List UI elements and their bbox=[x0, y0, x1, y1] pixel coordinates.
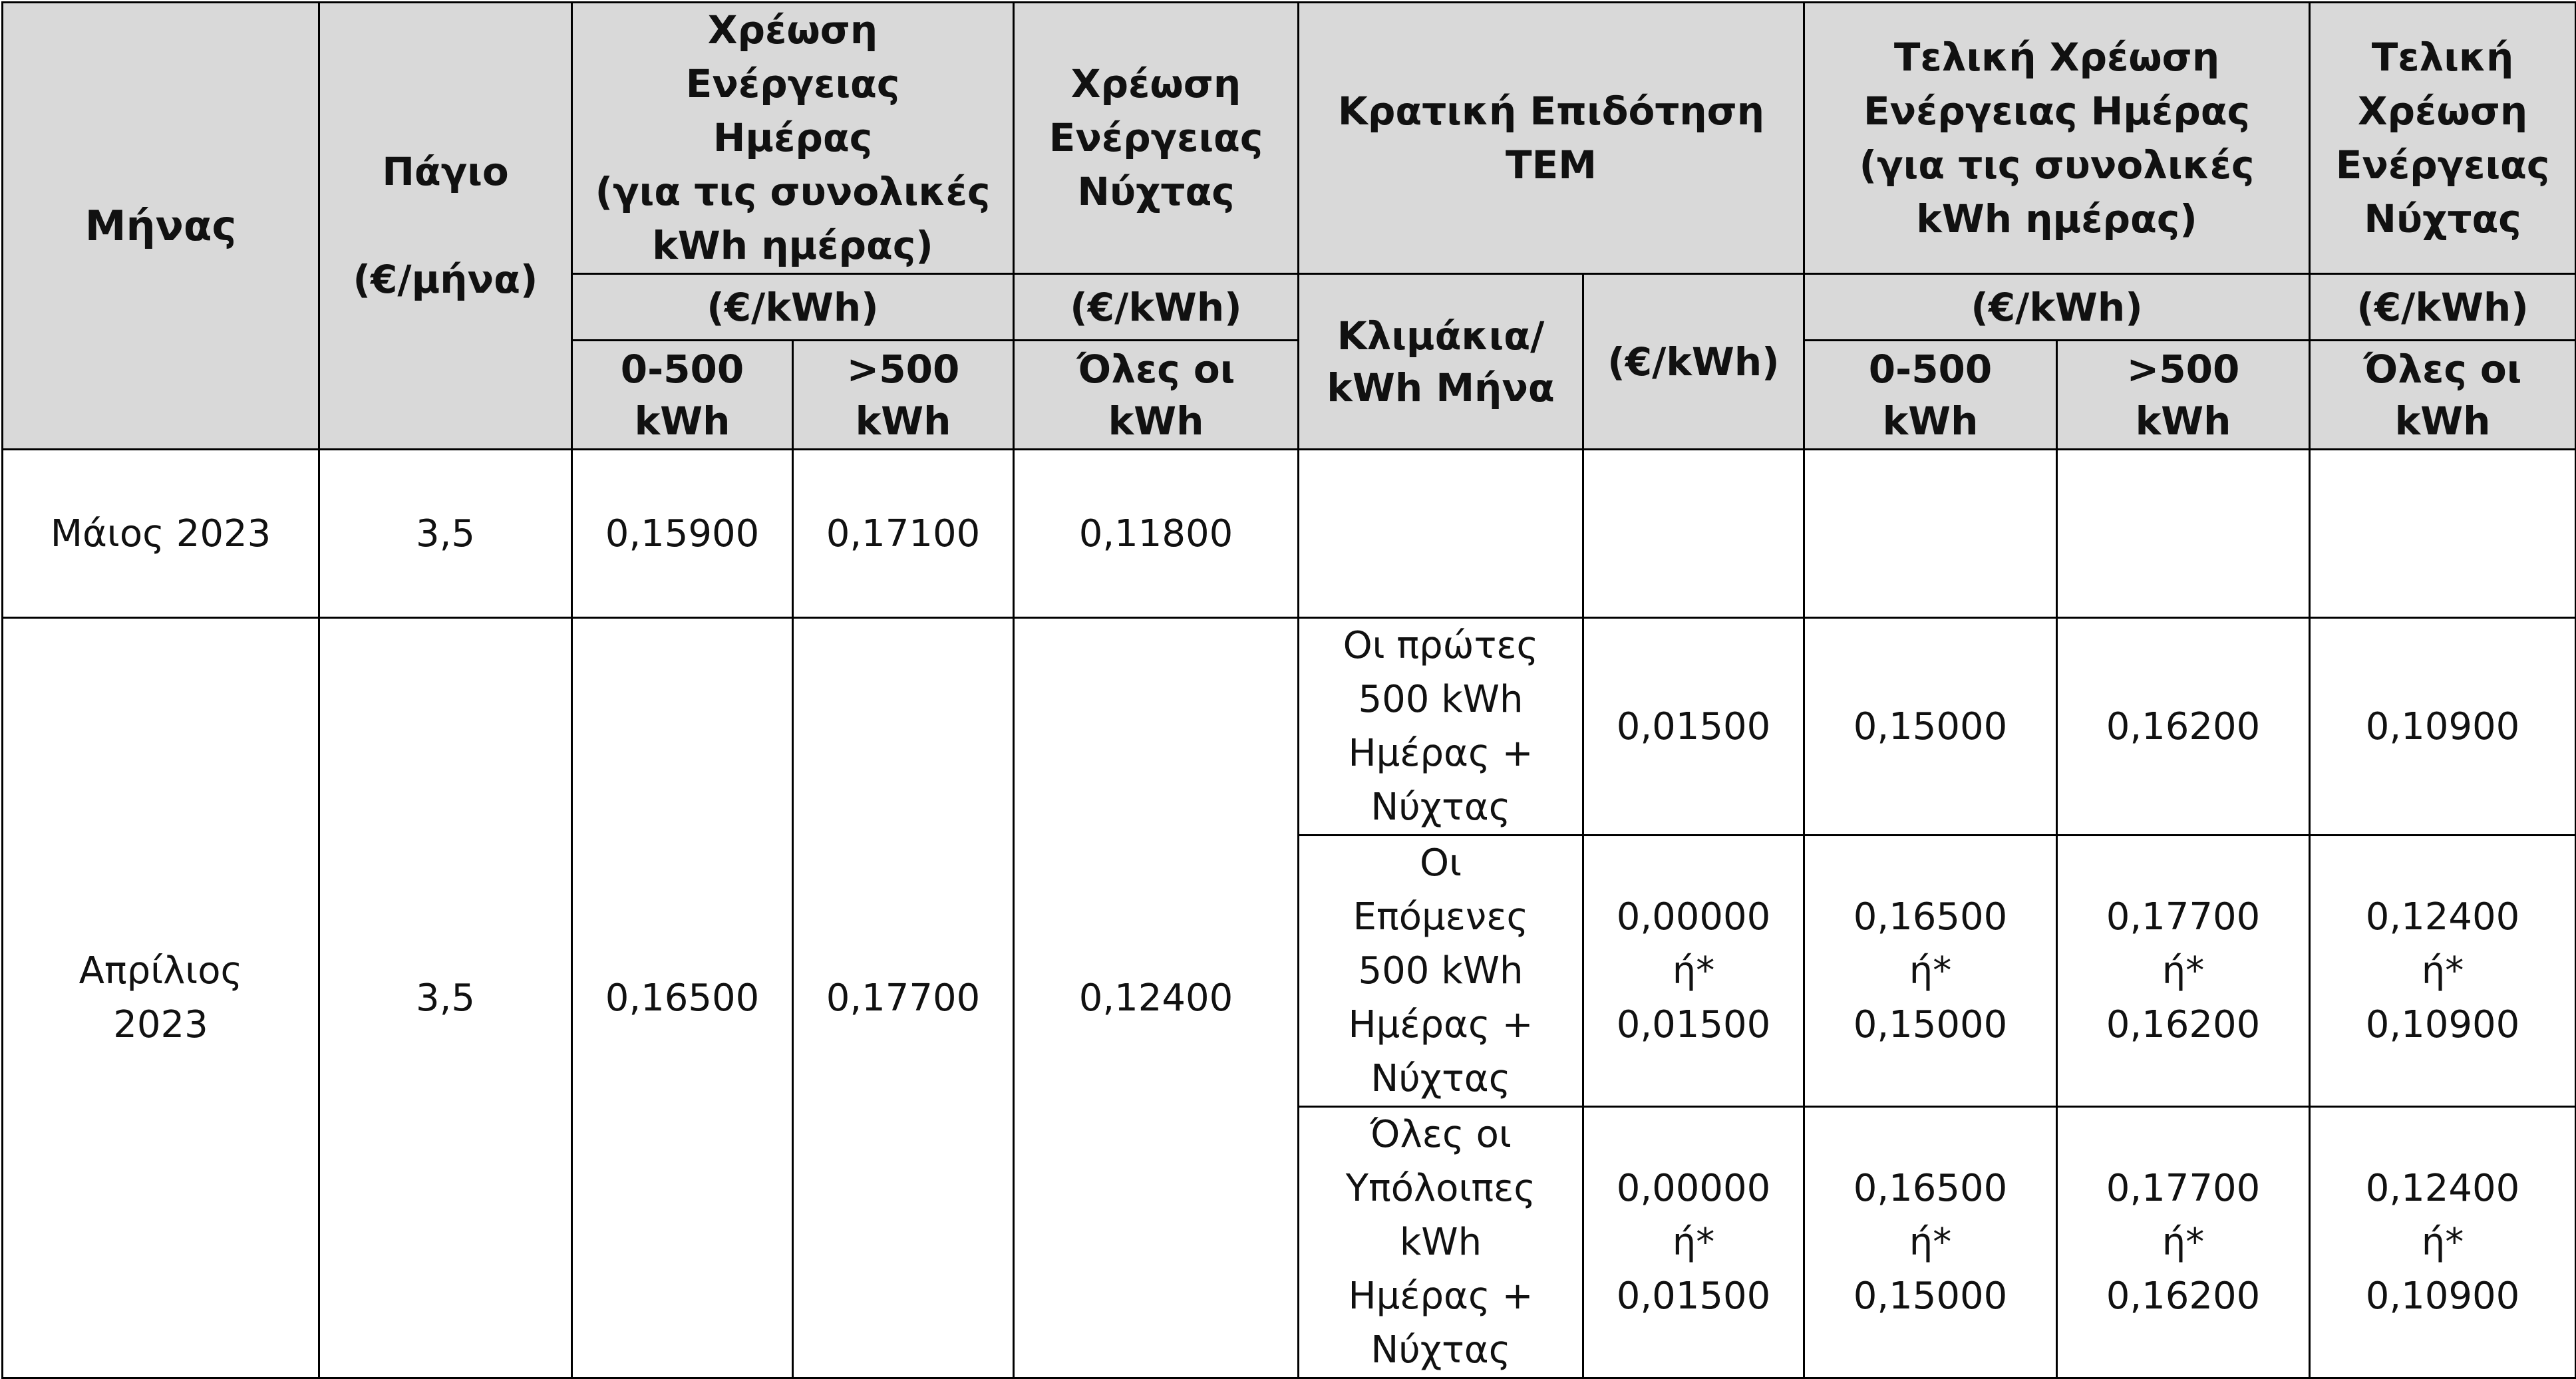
cell-final-high: 0,16200 bbox=[2057, 618, 2310, 836]
cell-value-line: 0,10900 bbox=[2365, 1003, 2520, 1046]
header-final-day-line: Τελική Χρέωση bbox=[1893, 34, 2220, 80]
cell-tier-label-line: 500 kWh bbox=[1358, 949, 1524, 993]
header-final-night-line: Χρέωση bbox=[2357, 88, 2528, 134]
cell-value-line: 0,16500 bbox=[1853, 1167, 2008, 1210]
header-tier-high-line: kWh bbox=[2135, 398, 2231, 444]
cell-subsidy bbox=[1583, 836, 1804, 1107]
cell-value-line: 0,12400 bbox=[2365, 1167, 2520, 1210]
header-day-energy-line: (για τις συνολικές bbox=[595, 169, 991, 214]
cell-tier-label-line: Νύχτας bbox=[1370, 1057, 1511, 1100]
header-night-energy-line: Νύχτας bbox=[1077, 169, 1235, 214]
cell-tier-empty bbox=[1299, 450, 1583, 618]
header-month bbox=[3, 3, 319, 450]
cell-fixed: 3,5 bbox=[319, 450, 572, 618]
cell-final-high bbox=[2057, 1107, 2310, 1378]
header-final-night-line: Ενέργειας bbox=[2335, 142, 2550, 188]
cell-tier-label-line: Νύχτας bbox=[1370, 786, 1511, 829]
header-tier-low-line: 0-500 bbox=[1868, 346, 1993, 392]
header-night-energy-line: Χρέωση bbox=[1070, 61, 1241, 106]
header-tier-low-line: kWh bbox=[1882, 398, 1979, 444]
cell-tier-label-line: Ημέρας + bbox=[1348, 732, 1533, 775]
cell-tier-label-line: Όλες οι bbox=[1370, 1113, 1512, 1156]
header-night-energy-line: Ενέργειας bbox=[1048, 115, 1263, 160]
cell-final-low bbox=[1804, 1107, 2057, 1378]
header-all-kwh-line: kWh bbox=[2394, 398, 2491, 444]
cell-tier-label bbox=[1299, 1107, 1583, 1378]
cell-day-low: 0,16500 bbox=[572, 618, 793, 1378]
tariff-table bbox=[1, 1, 2576, 1379]
header-tier-high-line: kWh bbox=[855, 398, 951, 444]
header-final-night bbox=[2310, 3, 2576, 274]
cell-final-high bbox=[2057, 836, 2310, 1107]
cell-value-line: ή* bbox=[1672, 1221, 1715, 1264]
cell-month: Μάιος 2023 bbox=[3, 450, 319, 618]
header-night-all bbox=[1014, 341, 1299, 450]
header-tier-high-line: >500 bbox=[2126, 346, 2240, 392]
cell-tier-label bbox=[1299, 618, 1583, 836]
header-tier-low-line: kWh bbox=[634, 398, 730, 444]
header-subsidy-unit: (€/kWh) bbox=[1583, 274, 1804, 450]
cell-month-line: Απρίλιος bbox=[79, 949, 243, 993]
header-final-day-line: kWh ημέρας) bbox=[1916, 196, 2197, 241]
cell-subsidy bbox=[1583, 1107, 1804, 1378]
cell-value-line: 0,15000 bbox=[1853, 1275, 2008, 1318]
cell-value-line: ή* bbox=[1909, 1221, 1952, 1264]
header-day-energy-line: Ενέργειας bbox=[685, 61, 900, 106]
cell-tier-label-line: Νύχτας bbox=[1370, 1328, 1511, 1372]
cell-value-line: 0,17700 bbox=[2106, 895, 2261, 939]
header-final-day-tier-low bbox=[1804, 341, 2057, 450]
cell-tier-label-line: Οι bbox=[1419, 842, 1462, 885]
cell-final-night-empty bbox=[2310, 450, 2576, 618]
cell-value-line: ή* bbox=[1909, 949, 1952, 993]
header-day-unit: (€/kWh) bbox=[572, 274, 1014, 341]
header-row-titles bbox=[3, 3, 2576, 274]
cell-final-low: 0,15000 bbox=[1804, 618, 2057, 836]
header-subsidy-line: Κρατική Επιδότηση bbox=[1337, 88, 1765, 134]
cell-final-night bbox=[2310, 836, 2576, 1107]
cell-fixed: 3,5 bbox=[319, 618, 572, 1378]
table-row-may-2023 bbox=[3, 450, 2576, 618]
cell-tier-label-line: Ημέρας + bbox=[1348, 1003, 1533, 1046]
header-final-day-line: (για τις συνολικές bbox=[1859, 142, 2255, 188]
header-all-kwh-line: Όλες οι bbox=[2363, 346, 2522, 392]
cell-subsidy-empty bbox=[1583, 450, 1804, 618]
header-fixed-charge-title: Πάγιο bbox=[382, 149, 509, 194]
header-day-energy-line: Ημέρας bbox=[713, 115, 873, 160]
header-tier-high-line: >500 bbox=[846, 346, 960, 392]
cell-value-line: 0,12400 bbox=[2365, 895, 2520, 939]
cell-tier-label-line: Υπόλοιπες bbox=[1345, 1167, 1536, 1210]
cell-value-line: 0,10900 bbox=[2365, 1275, 2520, 1318]
header-final-day-tier-high bbox=[2057, 341, 2310, 450]
cell-value-line: 0,01500 bbox=[1616, 1275, 1771, 1318]
header-tier-low-line: 0-500 bbox=[620, 346, 744, 392]
cell-tier-label-line: Ημέρας + bbox=[1348, 1275, 1533, 1318]
cell-day-high: 0,17100 bbox=[793, 450, 1014, 618]
cell-tier-label-line: Οι πρώτες bbox=[1343, 624, 1539, 667]
header-day-energy-line: Χρέωση bbox=[707, 7, 878, 53]
cell-final-night bbox=[2310, 1107, 2576, 1378]
cell-night: 0,11800 bbox=[1014, 450, 1299, 618]
cell-night: 0,12400 bbox=[1014, 618, 1299, 1378]
header-final-day-line: Ενέργειας Ημέρας bbox=[1863, 88, 2251, 134]
cell-month-line: 2023 bbox=[113, 1003, 208, 1046]
cell-final-high-empty bbox=[2057, 450, 2310, 618]
header-day-tier-low bbox=[572, 341, 793, 450]
header-final-night-all bbox=[2310, 341, 2576, 450]
cell-subsidy: 0,01500 bbox=[1583, 618, 1804, 836]
header-all-kwh-line: Όλες οι bbox=[1076, 346, 1235, 392]
header-all-kwh-line: kWh bbox=[1108, 398, 1204, 444]
header-month-label: Μήνας bbox=[84, 202, 237, 250]
cell-tier-label-line: Επόμενες bbox=[1353, 895, 1529, 939]
header-tier-label-line: Κλιμάκια/ bbox=[1337, 313, 1545, 359]
cell-value-line: ή* bbox=[2421, 1221, 2464, 1264]
header-final-day-unit: (€/kWh) bbox=[1804, 274, 2310, 341]
header-fixed-charge-unit: (€/μήνα) bbox=[353, 257, 538, 302]
header-subsidy-line: ΤΕΜ bbox=[1506, 142, 1597, 188]
cell-day-high: 0,17700 bbox=[793, 618, 1014, 1378]
header-final-night-line: Νύχτας bbox=[2364, 196, 2521, 241]
header-final-night-unit: (€/kWh) bbox=[2310, 274, 2576, 341]
header-final-night-line: Τελική bbox=[2371, 34, 2514, 80]
cell-final-low-empty bbox=[1804, 450, 2057, 618]
cell-value-line: ή* bbox=[2162, 949, 2205, 993]
header-tier-label-line: kWh Μήνα bbox=[1327, 365, 1555, 410]
cell-tier-label-line: 500 kWh bbox=[1358, 678, 1524, 721]
cell-value-line: 0,00000 bbox=[1616, 1167, 1771, 1210]
cell-tier-label bbox=[1299, 836, 1583, 1107]
header-final-day bbox=[1804, 3, 2310, 274]
cell-value-line: 0,16500 bbox=[1853, 895, 2008, 939]
cell-tier-label-line: kWh bbox=[1399, 1221, 1482, 1264]
table-row-april-2023-tier-1 bbox=[3, 618, 2576, 836]
cell-value-line: 0,16200 bbox=[2106, 1275, 2261, 1318]
cell-final-night: 0,10900 bbox=[2310, 618, 2576, 836]
cell-value-line: ή* bbox=[2421, 949, 2464, 993]
cell-value-line: 0,01500 bbox=[1616, 1003, 1771, 1046]
cell-value-line: 0,17700 bbox=[2106, 1167, 2261, 1210]
header-fixed-charge bbox=[319, 3, 572, 450]
header-night-energy bbox=[1014, 3, 1299, 274]
cell-value-line: 0,15000 bbox=[1853, 1003, 2008, 1046]
cell-value-line: ή* bbox=[1672, 949, 1715, 993]
cell-value-line: 0,00000 bbox=[1616, 895, 1771, 939]
header-day-energy-line: kWh ημέρας) bbox=[652, 223, 933, 268]
header-night-unit: (€/kWh) bbox=[1014, 274, 1299, 341]
header-day-energy bbox=[572, 3, 1014, 274]
header-tier-label bbox=[1299, 274, 1583, 450]
cell-day-low: 0,15900 bbox=[572, 450, 793, 618]
cell-month bbox=[3, 618, 319, 1378]
cell-final-low bbox=[1804, 836, 2057, 1107]
cell-value-line: 0,16200 bbox=[2106, 1003, 2261, 1046]
header-day-tier-high bbox=[793, 341, 1014, 450]
cell-value-line: ή* bbox=[2162, 1221, 2205, 1264]
header-subsidy bbox=[1299, 3, 1804, 274]
